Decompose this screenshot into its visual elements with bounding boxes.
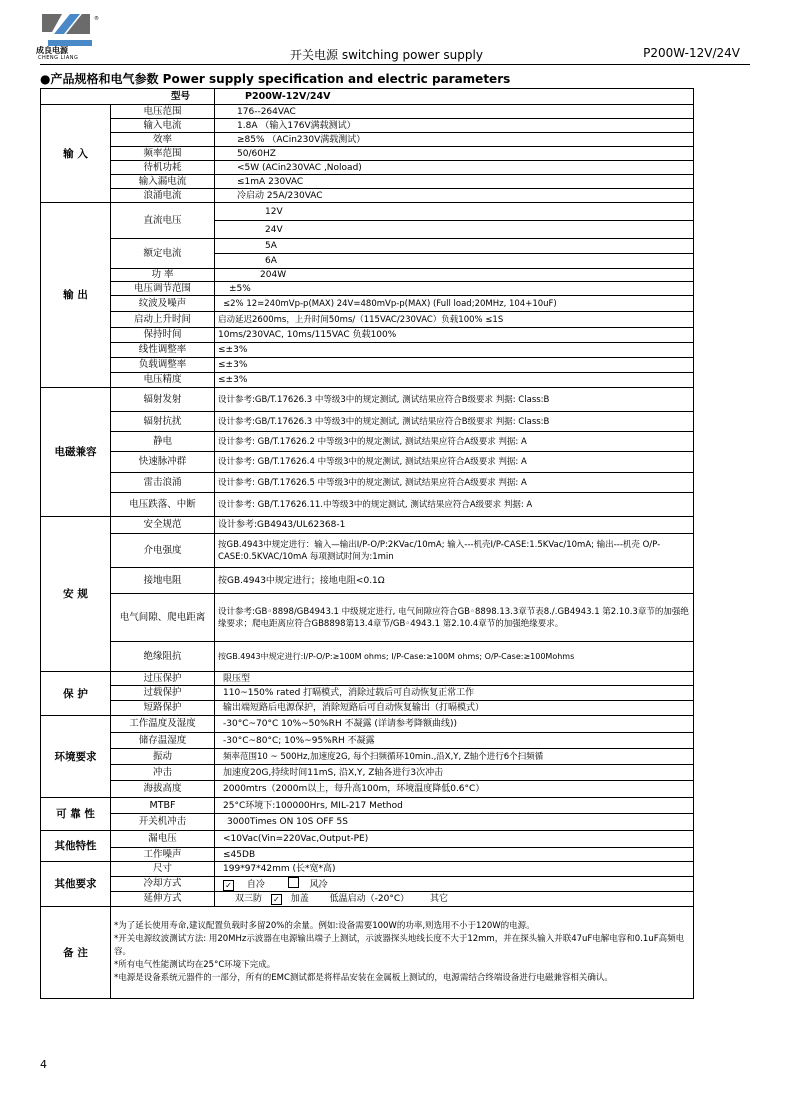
table-row [41, 749, 694, 765]
row-label: 保持时间 [111, 328, 215, 343]
row-value: 199*97*42mm (长*宽*高) [215, 862, 694, 877]
extension-options [215, 892, 694, 907]
table-row [41, 733, 694, 749]
table-row [41, 848, 694, 862]
table-row [41, 239, 694, 254]
table-row [41, 672, 694, 686]
row-value: 3000Times ON 10S OFF 5S [215, 814, 694, 831]
model-code: P200W-12V/24V [643, 46, 740, 60]
row-label: 漏电压 [111, 831, 215, 848]
row-value: <5W (ACin230VAC ,Noload) [215, 161, 694, 175]
row-label: 电压范围 [111, 105, 215, 119]
table-row [41, 432, 694, 452]
table-row [41, 862, 694, 877]
table-row [41, 831, 694, 848]
table-row [41, 189, 694, 203]
group-input: 输 入 [41, 105, 111, 203]
table-row [41, 105, 694, 119]
table-row [41, 282, 694, 296]
group-reliability: 可 靠 性 [41, 798, 111, 831]
row-value: ≤±3% [215, 358, 694, 373]
table-row [41, 296, 694, 312]
table-row [41, 642, 694, 672]
note-line: *为了延长使用寿命,建议配置负载时多留20%的余量。例如:设备需要100W的功率,则选用不小于120W的电源。 [114, 921, 535, 931]
table-row [41, 203, 694, 221]
row-value: 6A [215, 254, 694, 269]
row-label: 过载保护 [111, 686, 215, 701]
header-divider [40, 64, 750, 65]
option-label: 风冷 [309, 880, 328, 890]
note-line: *电源是设备系统元器件的一部分，所有的EMC测试都是将样品安装在金属板上测试的，电源需结合终端设备进行电磁兼容相关确认。 [114, 973, 613, 983]
notes-content [111, 907, 694, 999]
section-title: ●产品规格和电气参数 Power supply specification and electric parameters [40, 72, 511, 86]
option-label: 自冷 [246, 880, 265, 890]
table-row [41, 373, 694, 388]
group-protection: 保 护 [41, 672, 111, 716]
row-label: 输入电流 [111, 119, 215, 133]
row-value: 设计参考: GB/T.17626.2 中等级3中的规定测试, 测试结果应符合A级要求 判据: A [215, 432, 694, 452]
row-label: 待机功耗 [111, 161, 215, 175]
group-environment: 环境要求 [41, 716, 111, 798]
table-row [41, 534, 694, 568]
row-label: 电气间隙、爬电距离 [111, 594, 215, 642]
row-value: 2000mtrs（2000m以上，每升高100m，环境温度降低0.6°C） [215, 781, 694, 798]
table-row [41, 686, 694, 701]
checkbox-empty-icon[interactable] [288, 877, 299, 888]
row-value: 设计参考:GB/T.17626.3 中等级3中的规定测试, 测试结果应符合B级要求 判据: Class:B [215, 388, 694, 412]
row-value: 设计参考: GB/T.17626.4 中等级3中的规定测试, 测试结果应符合A级要求 判据: A [215, 452, 694, 473]
row-label: 纹波及噪声 [111, 296, 215, 312]
note-line: *开关电源纹波测试方法: 用20MHz示波器在电源输出端子上测试，示波器探头地线长度不大于12mm，并在探头输入并联47uF电解电容和0.1uF高频电容。 [114, 934, 685, 957]
page-number: 4 [40, 1058, 47, 1071]
table-row [41, 701, 694, 716]
table-row [41, 517, 694, 534]
row-label: 快速脉冲群 [111, 452, 215, 473]
model-label: 型号 [41, 89, 215, 105]
row-label: 振动 [111, 749, 215, 765]
row-value: 24V [215, 221, 694, 239]
group-emc: 电磁兼容 [41, 388, 111, 517]
group-safety: 安 规 [41, 517, 111, 672]
row-value: 25°C环境下:100000Hrs, MIL-217 Method [215, 798, 694, 814]
table-row [41, 765, 694, 781]
table-row [41, 328, 694, 343]
table-row [41, 907, 694, 999]
row-label: 工作温度及湿度 [111, 716, 215, 733]
row-value: 限压型 [215, 672, 694, 686]
table-row [41, 814, 694, 831]
table-row [41, 147, 694, 161]
row-value: 1.8A （输入176V满载测试） [215, 119, 694, 133]
row-label: 额定电流 [111, 239, 215, 269]
row-label: 浪涌电流 [111, 189, 215, 203]
checkbox-checked-icon[interactable]: ✓ [223, 880, 234, 891]
table-row [41, 175, 694, 189]
header-title: 开关电源 switching power supply [290, 48, 483, 62]
row-value: 设计参考: GB/T.17626.5 中等级3中的规定测试, 测试结果应符合A级要求 判据: A [215, 473, 694, 493]
row-value: 50/60HZ [215, 147, 694, 161]
row-value: ±5% [215, 282, 694, 296]
row-value: 冷启动 25A/230VAC [215, 189, 694, 203]
row-label: 辐射发射 [111, 388, 215, 412]
row-value: 204W [215, 269, 694, 282]
cooling-options [215, 877, 694, 892]
table-row [41, 892, 694, 907]
row-value: -30°C~80°C; 10%~95%RH 不凝露 [215, 733, 694, 749]
row-value: ≥85% （ACin230V满载测试） [215, 133, 694, 147]
group-other-req: 其他要求 [41, 862, 111, 907]
row-value: 设计参考:GB◦8898/GB4943.1 中级规定进行, 电气间隙应符合GB◦8898.13.3章节表8./.GB4943.1 第2.10.3章节的加强绝缘要求；爬电距离应符合GB8898第13.4章节/GB◦4943.1 第2.10.4章节的加强绝缘要求。 [215, 594, 694, 642]
row-value: 5A [215, 239, 694, 254]
group-other-char: 其他特性 [41, 831, 111, 862]
row-label: 工作噪声 [111, 848, 215, 862]
row-label: 输入漏电流 [111, 175, 215, 189]
row-label: 电压精度 [111, 373, 215, 388]
row-value: 176--264VAC [215, 105, 694, 119]
table-row [41, 781, 694, 798]
table-row [41, 568, 694, 594]
table-row [41, 312, 694, 328]
table-row [41, 473, 694, 493]
row-value: ≤±3% [215, 373, 694, 388]
table-row [41, 161, 694, 175]
row-label: 电压跌落、中断 [111, 493, 215, 517]
row-label: 静电 [111, 432, 215, 452]
row-label: 雷击浪涌 [111, 473, 215, 493]
row-label: 短路保护 [111, 701, 215, 716]
svg-text:®: ® [94, 16, 99, 22]
row-value: 按GB.4943中规定进行：输入—输出I/P-O/P:2KVac/10mA; 输入---机壳I/P-CASE:1.5KVac/10mA; 输出---机壳 O/P-CASE:0.5KVAC/10mA 每项测试时间为:1min [215, 534, 694, 568]
table-row [41, 798, 694, 814]
row-label: 辐射抗扰 [111, 412, 215, 432]
row-label: 电压调节范围 [111, 282, 215, 296]
row-value: 设计参考:GB4943/UL62368-1 [215, 517, 694, 534]
table-row [41, 412, 694, 432]
model-value: P200W-12V/24V [215, 89, 694, 105]
row-value: 频率范围10 ~ 500Hz,加速度2G, 每个扫频循环10min.,沿X,Y, Z轴个进行6个扫频循 [215, 749, 694, 765]
brand-en: CHENG LIANG [38, 55, 79, 61]
row-label: 线性调整率 [111, 343, 215, 358]
row-value: 10ms/230VAC, 10ms/115VAC 负载100% [215, 328, 694, 343]
row-value: <10Vac(Vin=220Vac,Output-PE) [215, 831, 694, 848]
row-value: 启动延迟2600ms，上升时间50ms/（115VAC/230VAC）负载100% ≤1S [215, 312, 694, 328]
brand-cn: 成良电源 [36, 46, 68, 55]
row-value: ≤±3% [215, 343, 694, 358]
note-line: *所有电气性能测试均在25°C环境下完成。 [114, 960, 276, 970]
table-row [41, 89, 694, 105]
row-label: 尺寸 [111, 862, 215, 877]
row-value: 输出端短路后电源保护，消除短路后可自动恢复输出（打嗝模式） [215, 701, 694, 716]
row-value: ≤45DB [215, 848, 694, 862]
row-label: 直流电压 [111, 203, 215, 239]
row-label: 启动上升时间 [111, 312, 215, 328]
table-row [41, 133, 694, 147]
row-label: 频率范围 [111, 147, 215, 161]
option-label: 低温启动（-20°C） [329, 894, 410, 904]
row-label: 延伸方式 [111, 892, 215, 907]
row-label: 效率 [111, 133, 215, 147]
row-label: MTBF [111, 798, 215, 814]
table-row [41, 716, 694, 733]
row-label: 储存温湿度 [111, 733, 215, 749]
table-row [41, 343, 694, 358]
row-label: 冷却方式 [111, 877, 215, 892]
table-row [41, 452, 694, 473]
row-label: 安全规范 [111, 517, 215, 534]
row-label: 海拔高度 [111, 781, 215, 798]
row-value: ≤2% 12=240mVp-p(MAX) 24V=480mVp-p(MAX) (Full load;20MHz, 104+10uF) [215, 296, 694, 312]
option-label: 加盖 [290, 894, 309, 904]
row-value: 110~150% rated 打嗝模式，消除过载后可自动恢复正常工作 [215, 686, 694, 701]
spec-table [40, 88, 694, 999]
table-row [41, 358, 694, 373]
row-value: ≤1mA 230VAC [215, 175, 694, 189]
option-label: 双三防 [235, 894, 263, 904]
row-label: 绝缘阻抗 [111, 642, 215, 672]
row-label: 介电强度 [111, 534, 215, 568]
option-label: 其它 [430, 894, 449, 904]
row-label: 功 率 [111, 269, 215, 282]
row-label: 负载调整率 [111, 358, 215, 373]
row-label: 开关机冲击 [111, 814, 215, 831]
table-row [41, 877, 694, 892]
checkbox-checked-icon[interactable]: ✓ [271, 894, 282, 905]
row-value: 加速度20G,持续时间11mS, 沿X,Y, Z轴各进行3次冲击 [215, 765, 694, 781]
group-notes: 备 注 [41, 907, 111, 999]
row-value: 12V [215, 203, 694, 221]
table-row [41, 493, 694, 517]
group-output: 输 出 [41, 203, 111, 388]
row-value: 按GB.4943中规定进行:I/P-O/P:≥100M ohms; I/P-Case:≥100M ohms; O/P-Case:≥100Mohms [215, 642, 694, 672]
row-value: -30°C~70°C 10%~50%RH 不凝露 (详请参考降额曲线)) [215, 716, 694, 733]
table-row [41, 594, 694, 642]
row-value: 设计参考: GB/T.17626.11.中等级3中的规定测试, 测试结果应符合A级要求 判据: A [215, 493, 694, 517]
row-label: 过压保护 [111, 672, 215, 686]
row-value: 按GB.4943中规定进行；接地电阻<0.1Ω [215, 568, 694, 594]
row-value: 设计参考:GB/T.17626.3 中等级3中的规定测试, 测试结果应符合B级要求 判据: Class:B [215, 412, 694, 432]
table-row [41, 269, 694, 282]
table-row [41, 119, 694, 133]
table-row [41, 388, 694, 412]
row-label: 接地电阻 [111, 568, 215, 594]
row-label: 冲击 [111, 765, 215, 781]
